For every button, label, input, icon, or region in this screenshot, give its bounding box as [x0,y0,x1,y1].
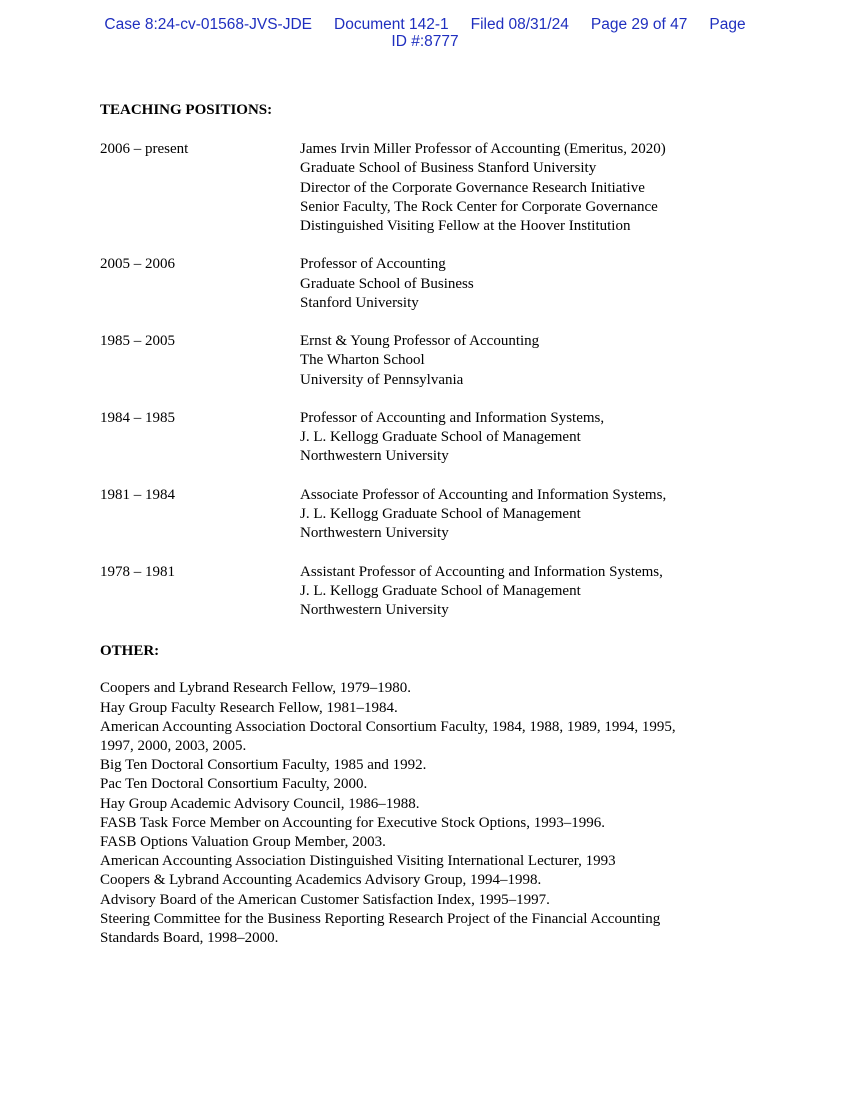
position-detail-line: Northwestern University [300,525,449,542]
position-details [300,563,780,621]
cv-content [100,101,780,948]
position-detail-line: Senior Faculty, The Rock Center for Corporate Governance [300,198,658,215]
court-filing-header [60,16,790,50]
other-item-line: American Accounting Association Doctoral Consortium Faculty, 1984, 1988, 1989, 1994, 1995, [100,718,676,735]
other-item-line: FASB Task Force Member on Accounting for Executive Stock Options, 1993–1996. [100,814,606,831]
position-detail-line: Stanford University [300,294,419,311]
position-years: 1985 – 2005 [100,333,175,350]
document-number: Document 142-1 [334,16,449,33]
teaching-position-entry [100,486,780,544]
other-item-line: 1997, 2000, 2003, 2005. [100,738,247,755]
position-detail-line: Associate Professor of Accounting and Information Systems, [300,486,667,503]
other-item-line: Hay Group Faculty Research Fellow, 1981–1984. [100,699,398,716]
other-item-line: Coopers & Lybrand Accounting Academics Advisory Group, 1994–1998. [100,872,542,889]
position-detail-line: Ernst & Young Professor of Accounting [300,333,540,350]
other-item-line: Coopers and Lybrand Research Fellow, 1979–1980. [100,680,412,697]
teaching-position-entry [100,255,780,313]
other-item-line: Pac Ten Doctoral Consortium Faculty, 2000. [100,776,368,793]
position-detail-line: Graduate School of Business Stanford University [300,160,597,177]
position-detail-line: J. L. Kellogg Graduate School of Management [300,582,581,599]
position-detail-line: J. L. Kellogg Graduate School of Management [300,506,581,522]
position-years: 2005 – 2006 [100,256,175,273]
teaching-positions-list [100,140,780,620]
position-detail-line: Director of the Corporate Governance Research Initiative [300,179,645,196]
other-item-line: Hay Group Academic Advisory Council, 1986–1988. [100,795,420,812]
position-years: 1978 – 1981 [100,563,175,580]
other-item-line: Standards Board, 1998–2000. [100,930,279,947]
position-detail-line: James Irvin Miller Professor of Accounting (Emeritus, 2020) [300,141,666,158]
other-item-line: FASB Options Valuation Group Member, 2003. [100,834,386,851]
teaching-position-entry [100,409,780,467]
other-heading: OTHER: [100,643,160,660]
position-detail-line: The Wharton School [300,352,425,369]
other-item-line: Advisory Board of the American Customer Satisfaction Index, 1995–1997. [100,891,550,908]
position-detail-line: Professor of Accounting and Information Systems, [300,410,605,426]
other-list [100,679,780,948]
position-detail-line: Distinguished Visiting Fellow at the Hoover Institution [300,218,631,235]
position-detail-line: Assistant Professor of Accounting and Information Systems, [300,563,663,580]
other-item-line: Big Ten Doctoral Consortium Faculty, 1985 and 1992. [100,757,427,774]
filed-date: Filed 08/31/24 [470,16,569,33]
position-detail-line: Northwestern University [300,602,449,618]
position-details [300,409,780,467]
position-detail-line: Professor of Accounting [300,256,446,273]
teaching-position-entry [100,563,780,621]
position-details [300,332,780,390]
other-item-line: American Accounting Association Distinguished Visiting International Lecturer, 1993 [100,853,616,870]
position-years: 1984 – 1985 [100,410,175,426]
position-years: 2006 – present [100,141,189,158]
header-line-1 [60,16,790,33]
position-details [300,486,780,544]
other-item-line: Steering Committee for the Business Reporting Research Project of the Financial Accounting [100,910,661,927]
position-details [300,255,780,313]
teaching-position-entry [100,332,780,390]
teaching-position-entry [100,140,780,236]
teaching-positions-heading: TEACHING POSITIONS: [100,102,273,118]
page-count: Page 29 of 47 [590,16,688,33]
position-detail-line: University of Pennsylvania [300,371,464,388]
position-detail-line: Northwestern University [300,448,449,465]
position-details [300,140,780,236]
position-years: 1981 – 1984 [100,486,175,503]
page-id: ID #:8777 [391,33,459,50]
position-detail-line: Graduate School of Business [300,275,474,292]
page-id-label: Page [709,16,746,33]
position-detail-line: J. L. Kellogg Graduate School of Management [300,429,581,446]
case-number: Case 8:24-cv-01568-JVS-JDE [104,16,313,33]
